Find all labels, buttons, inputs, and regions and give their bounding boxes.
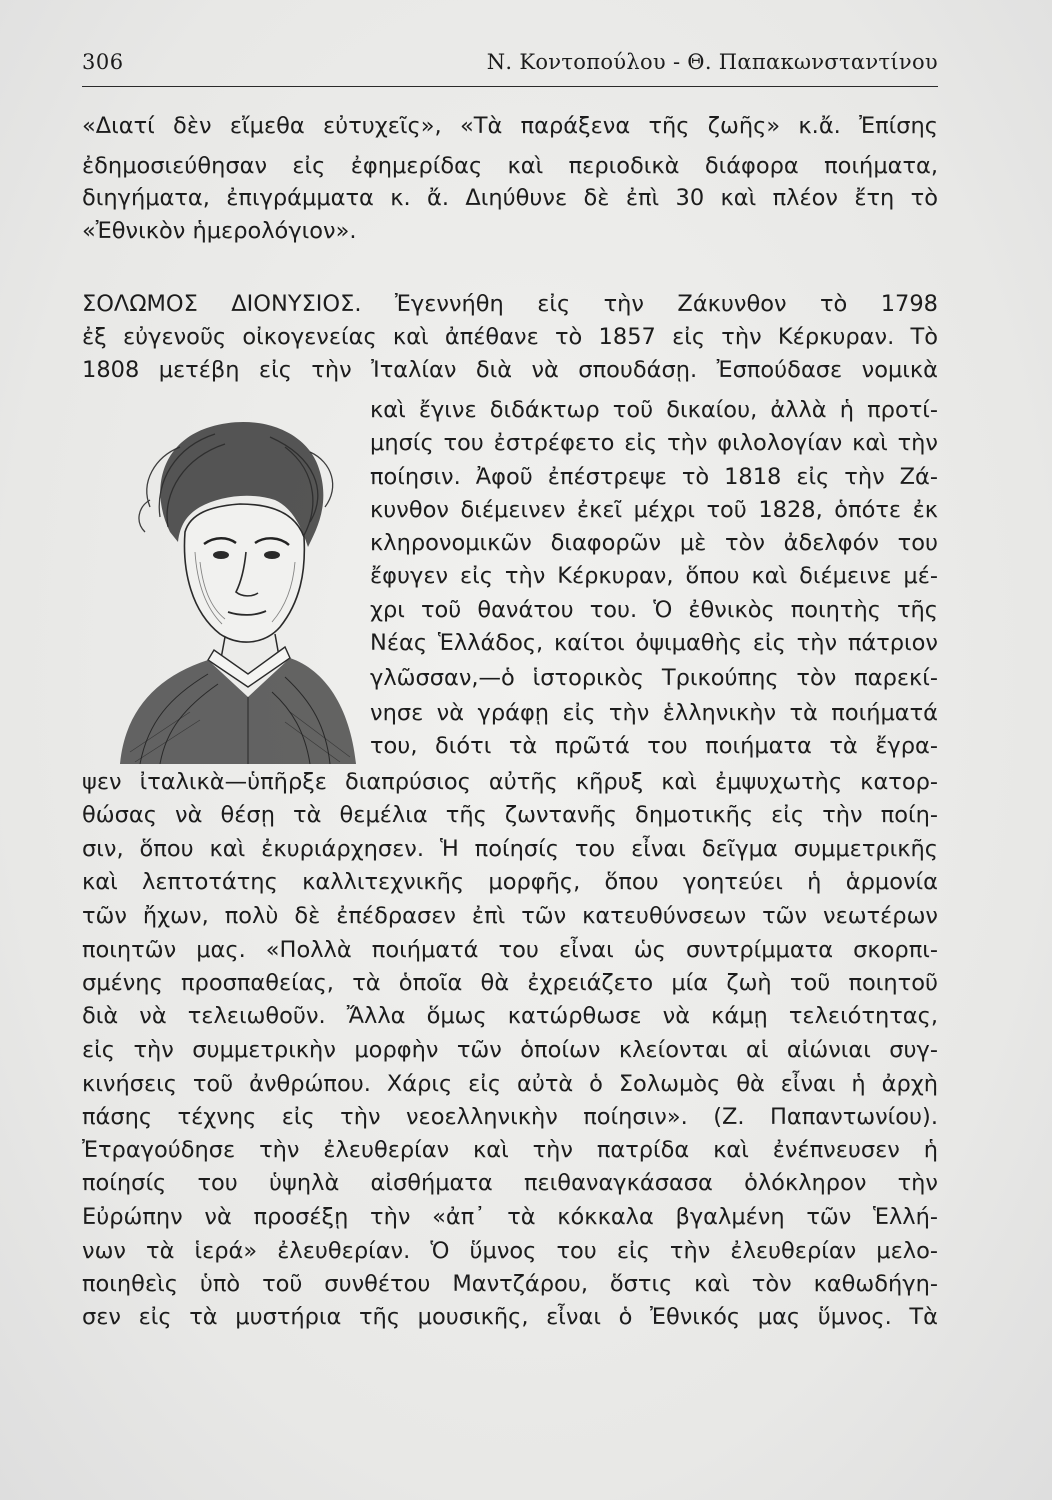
text-line: ἐδημοσιεύθησαν εἰς ἐφημερίδας καὶ περιοδικὰ διάφορα ποιήματα, [82,153,938,179]
solomos-portrait-image [100,412,358,764]
text-line: του, διότι τὰ πρῶτά του ποιήματα τὰ ἔγρα- [370,733,938,759]
text-line: ψεν ἰταλικὰ—ὑπῆρξε διαπρύσιος αὐτῆς κῆρυξ καὶ ἐμψυχωτὴς κατορ- [82,769,938,795]
text-line: μησίς του ἐστρέφετο εἰς τὴν φιλολογίαν καὶ τὴν [370,430,938,456]
text-line: ποίησίς του ὑψηλὰ αἰσθήματα πειθαναγκάσασα ὁλόκληρον τὴν [82,1170,938,1196]
text-line: γλῶσσαν,—ὁ ἱστορικὸς Τρικούπης τὸν παρεκί- [370,665,938,691]
text-line: διηγήματα, ἐπιγράμματα κ. ἄ. Διηύθυνε δὲ ἐπὶ 30 καὶ πλέον ἔτη τὸ [82,185,938,211]
text-line: ἐξ εὐγενοῦς οἰκογενείας καὶ ἀπέθανε τὸ 1857 εἰς τὴν Κέρκυραν. Τὸ [82,324,938,350]
text-line: καὶ ἔγινε διδάκτωρ τοῦ δικαίου, ἀλλὰ ἡ προτί- [370,397,938,423]
text-line: Νέας Ἑλλάδος, καίτοι ὀψιμαθὴς εἰς τὴν πάτριον [370,630,938,656]
text-line: ποιηθεὶς ὑπὸ τοῦ συνθέτου Μαντζάρου, ὅστις καὶ τὸν καθωδήγη- [82,1271,938,1297]
text-line: κινήσεις τοῦ ἀνθρώπου. Χάρις εἰς αὐτὰ ὁ Σολωμὸς θὰ εἶναι ἡ ἀρχὴ [82,1071,938,1097]
page-header [82,50,938,80]
text-line: κυνθον διέμεινεν ἐκεῖ μέχρι τοῦ 1828, ὁπότε ἐκ [370,497,938,523]
text-line: σεν εἰς τὰ μυστήρια τῆς μουσικῆς, εἶναι ὁ Ἐθνικός μας ὕμνος. Τὰ [82,1304,938,1330]
text-line: εἰς τὴν συμμετρικὴν μορφὴν τῶν ὁποίων κλείονται αἱ αἰώνιαι συγ- [82,1037,938,1063]
text-line: χρι τοῦ θανάτου του. Ὁ ἐθνικὸς ποιητὴς τῆς [370,597,938,623]
text-line: θώσας νὰ θέσῃ τὰ θεμέλια τῆς ζωντανῆς δημοτικῆς εἰς τὴν ποίη- [82,802,938,828]
text-line: πάσης τέχνης εἰς τὴν νεοελληνικὴν ποίησιν». (Ζ. Παπαντωνίου). [82,1104,938,1130]
text-line: σιν, ὅπου καὶ ἐκυριάρχησεν. Ἡ ποίησίς του εἶναι δεῖγμα συμμετρικῆς [82,836,938,862]
text-line: «Διατί δὲν εἴμεθα εὐτυχεῖς», «Τὰ παράξενα τῆς ζωῆς» κ.ἄ. Ἐπίσης [82,113,938,139]
text-line: κληρονομικῶν διαφορῶν μὲ τὸν ἀδελφόν του [370,530,938,556]
text-line: διὰ νὰ τελειωθοῦν. Ἄλλα ὅμως κατώρθωσε νὰ κάμῃ τελειότητας, [82,1003,938,1029]
header-rule [82,86,938,87]
text-line: καὶ λεπτοτάτης καλλιτεχνικῆς μορφῆς, ὅπου γοητεύει ἡ ἁρμονία [82,869,938,895]
text-line: «Ἐθνικὸν ἡμερολόγιον». [82,218,357,244]
text-line: Εὐρώπην νὰ προσέξῃ τὴν «ἀπ᾿ τὰ κόκκαλα βγαλμένη τῶν Ἑλλή- [82,1204,938,1230]
text-line: ποιητῶν μας. «Πολλὰ ποιήματά του εἶναι ὡς συντρίμματα σκορπι- [82,937,938,963]
text-line: τῶν ἤχων, πολὺ δὲ ἐπέδρασεν ἐπὶ τῶν κατευθύνσεων τῶν νεωτέρων [82,903,938,929]
running-head: Ν. Κοντοπούλου - Θ. Παπακωνσταντίνου [486,50,938,74]
text-line: Ἐτραγούδησε τὴν ἐλευθερίαν καὶ τὴν πατρίδα καὶ ἐνέπνευσεν ἡ [82,1137,938,1163]
text-line: ἔφυγεν εἰς τὴν Κέρκυραν, ὅπου καὶ διέμεινε μέ- [370,563,938,589]
text-line: ΣΟΛΩΜΟΣ ΔΙΟΝΥΣΙΟΣ. Ἐγεννήθη εἰς τὴν Ζάκυνθον τὸ 1798 [82,291,938,317]
text-line: νησε νὰ γράφῃ εἰς τὴν ἑλληνικὴν τὰ ποιήματά [370,700,938,726]
text-line: ποίησιν. Ἀφοῦ ἐπέστρεψε τὸ 1818 εἰς τὴν Ζά- [370,464,938,490]
text-line: νων τὰ ἱερά» ἐλευθερίαν. Ὁ ὕμνος του εἰς τὴν ἐλευθερίαν μελο- [82,1238,938,1264]
text-line: σμένης προσπαθείας, τὰ ὁποῖα θὰ ἐχρειάζετο μία ζωὴ τοῦ ποιητοῦ [82,970,938,996]
text-line: 1808 μετέβη εἰς τὴν Ἰταλίαν διὰ νὰ σπουδάσῃ. Ἐσπούδασε νομικὰ [82,357,938,383]
page-number: 306 [82,50,124,74]
